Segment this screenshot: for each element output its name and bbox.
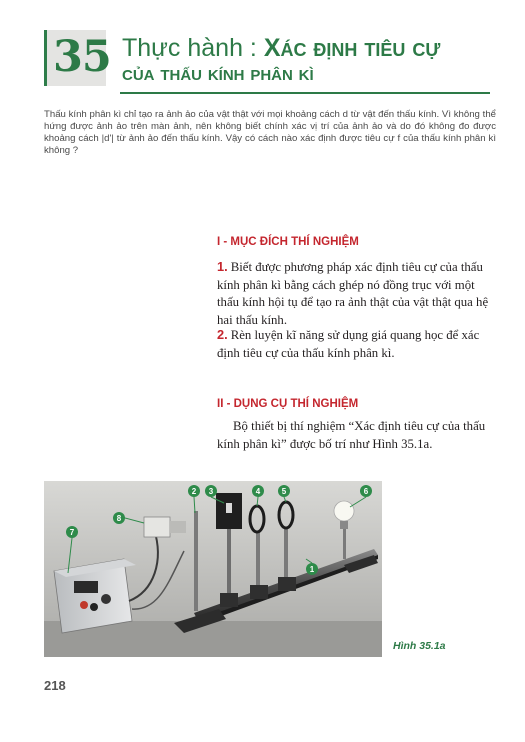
objective-text: Rèn luyện kĩ năng sử dụng giá quang học để xác định tiêu cự của thấu kính phân kì. <box>217 328 480 360</box>
marker-1-label: 1 <box>309 565 315 574</box>
title-divider <box>120 92 490 94</box>
lesson-number: 35 <box>53 32 111 82</box>
marker-3-label: 3 <box>208 487 214 496</box>
marker-5-label: 5 <box>281 487 287 496</box>
page-number: 218 <box>44 678 66 693</box>
marker-4-label: 4 <box>255 487 261 496</box>
optical-bench-illustration <box>44 481 382 657</box>
experiment-photo <box>44 481 382 657</box>
intro-paragraph: Thấu kính phân kì chỉ tạo ra ảnh ảo của vật thật với mọi khoảng cách d từ vật đến thấu kính. Vì không thể hứng được ảnh ảo trên màn ảnh, nên không biết chính xác vị trí của ảnh ảo và do đó không đo được khoảng cách |d'| từ ảnh ảo đến thấu kính. Vậy có cách nào xác định được tiêu cự f của thấu kính phân kì không ? <box>44 109 496 156</box>
marker-7-label: 7 <box>69 528 75 537</box>
power-supply <box>54 559 136 633</box>
lesson-title-line2: của thấu kính phân kì <box>122 62 314 85</box>
lesson-number-box <box>44 30 111 86</box>
marker-6-label: 6 <box>363 487 369 496</box>
marker-8-label: 8 <box>116 514 122 523</box>
figure-caption: Hình 35.1a <box>393 640 446 652</box>
lesson-title-lead: Thực hành : <box>122 34 264 62</box>
objective-number: 2. <box>217 327 228 342</box>
section2-heading: II - DỤNG CỤ THÍ NGHIỆM <box>217 398 359 410</box>
lesson-title-highlight: Xác định tiêu cự <box>263 34 441 62</box>
objective-item-1 <box>217 258 492 329</box>
equipment-paragraph: Bộ thiết bị thí nghiệm “Xác định tiêu cự của thấu kính phân kì” được bố trí như Hình 35.1a. <box>217 419 486 451</box>
section1-heading: I - MỤC ĐÍCH THÍ NGHIỆM <box>217 236 359 248</box>
objective-number: 1. <box>217 259 228 274</box>
objective-text: Biết được phương pháp xác định tiêu cự của thấu kính phân kì bằng cách ghép nó đồng trục với một thấu kính hội tụ để tạo ra ảnh thật của vật thật qua hệ hai thấu kính. <box>217 260 489 327</box>
marker-2-label: 2 <box>191 487 197 496</box>
objective-item-2 <box>217 326 492 362</box>
lesson-title-line1 <box>122 34 440 63</box>
